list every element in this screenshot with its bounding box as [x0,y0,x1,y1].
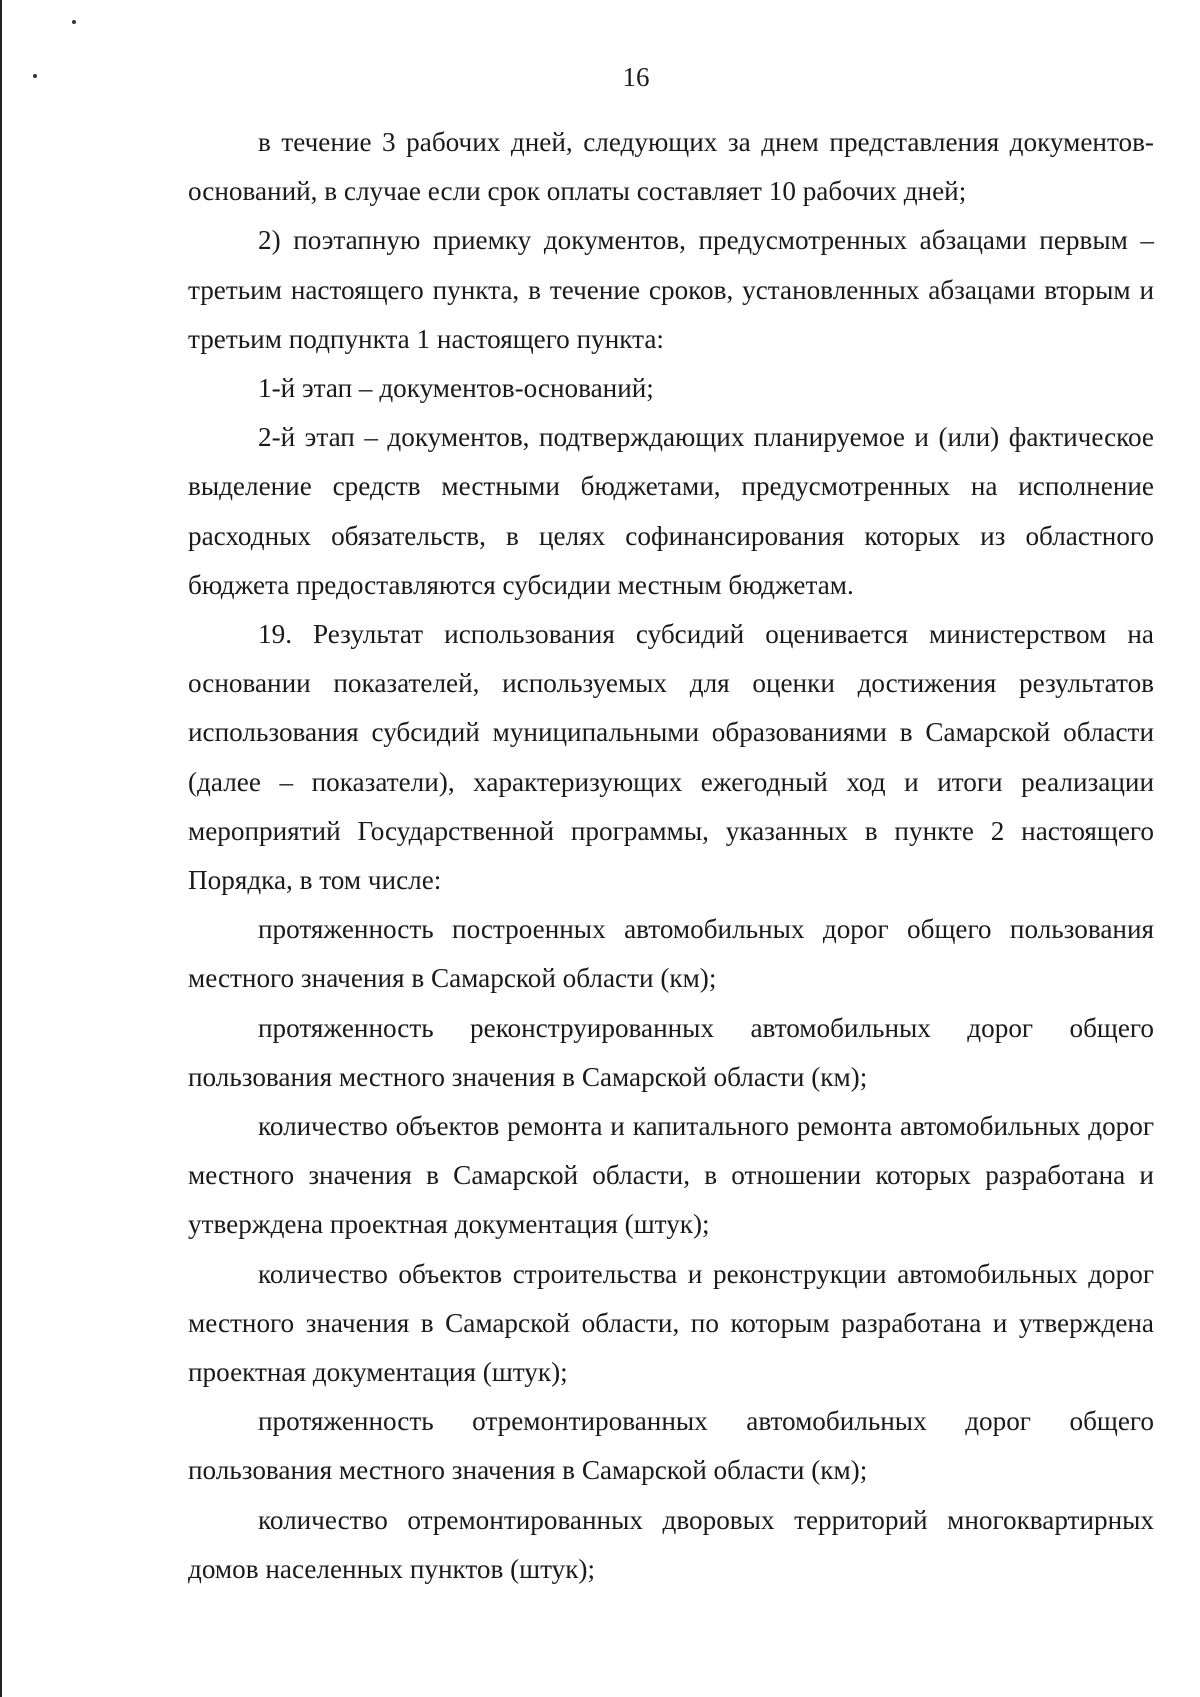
document-body [188,118,1154,1594]
paragraph: количество объектов ремонта и капитального ремонта автомобильных дорог местного значения в Самарской области, в отношении которых разработана и утверждена проектная документация (штук); [188,1111,1154,1240]
paragraph: количество отремонтированных дворовых территорий многоквартирных домов населенных пунктов (штук); [188,1504,1154,1584]
paragraph: 2) поэтапную приемку документов, предусмотренных абзацами первым – третьим настоящего пункта, в течение сроков, установленных абзацами вторым и третьим подпункта 1 настоящего пункта: [188,225,1154,354]
paragraph: протяженность отремонтированных автомобильных дорог общего пользования местного значения в Самарской области (км); [188,1406,1154,1486]
paragraph: протяженность построенных автомобильных дорог общего пользования местного значения в Самарской области (км); [188,914,1154,994]
scan-speck [72,20,76,24]
paragraph: 1-й этап – документов-оснований; [258,373,654,404]
paragraph: количество объектов строительства и реконструкции автомобильных дорог местного значения в Самарской области, по которым разработана и утверждена проектная документация (штук); [188,1258,1154,1388]
paragraph: 19. Результат использования субсидий оценивается министерством на основании показателей, используемых для оценки достижения результатов использования субсидий муниципальными образованиями в Самарской области (далее – показатели), характеризующих ежегодный ход и итоги реализации мероприятий Государственной программы, указанных в пункте 2 настоящего Порядка, в том числе: [188,619,1154,896]
page-number: 16 [622,62,650,92]
scan-left-edge [0,0,6,1697]
paragraph: протяженность реконструированных автомобильных дорог общего пользования местного значения в Самарской области (км); [188,1012,1154,1092]
paragraph: 2-й этап – документов, подтверждающих планируемое и (или) фактическое выделение средств местными бюджетами, предусмотренных на исполнение расходных обязательств, в целях софинансирования которых из областного бюджета предоставляются субсидии местным бюджетам. [188,422,1154,600]
paragraph: в течение 3 рабочих дней, следующих за днем представления документов-оснований, в случае если срок оплаты составляет 10 рабочих дней; [188,127,1154,207]
